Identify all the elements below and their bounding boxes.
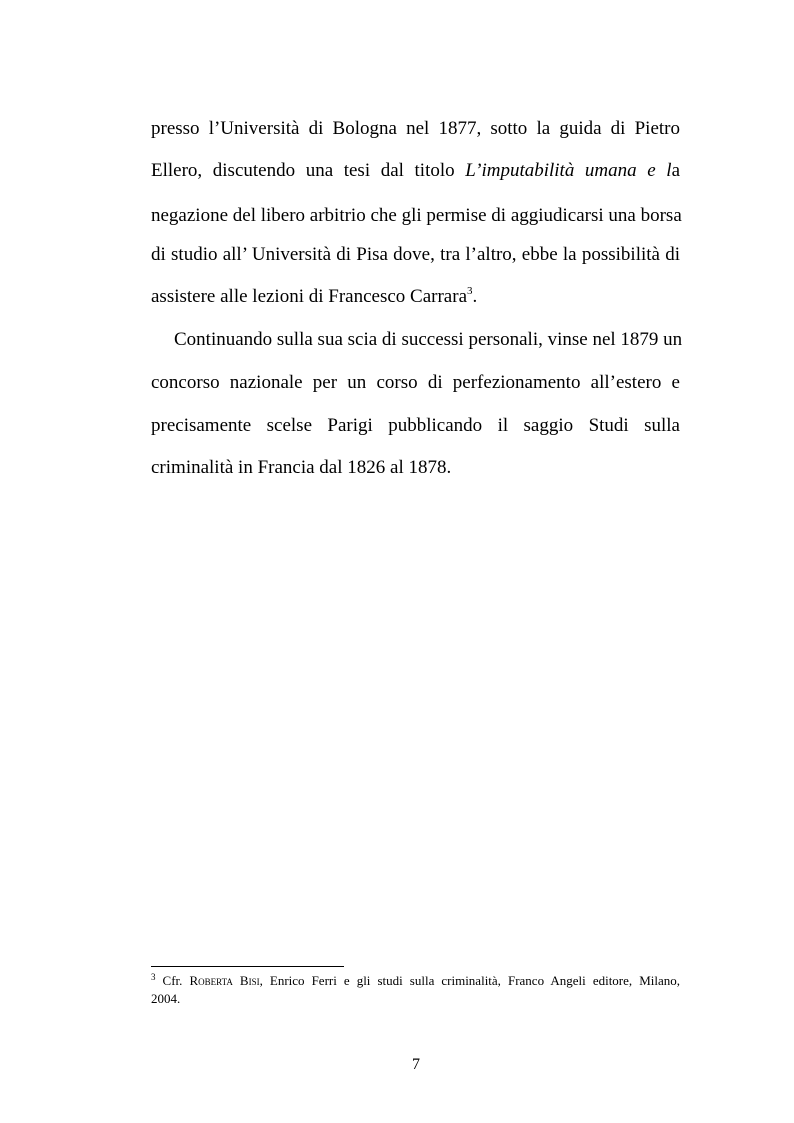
paragraph-2-line-2: concorso nazionale per un corso di perfezionamento all’estero e <box>151 372 680 393</box>
line-5-end: . <box>472 286 478 307</box>
paragraph-1-line-5 <box>151 285 680 309</box>
paragraph-2-line-1: Continuando sulla sua scia di successi personali, vinse nel 1879 un <box>174 329 683 350</box>
page-number: 7 <box>412 1056 420 1073</box>
book-title-italic: L’imputabilità umana e l <box>465 160 672 181</box>
paragraph-1-line-4: di studio all’ Università di Pisa dove, tra l’altro, ebbe la possibilità di <box>151 244 680 265</box>
footnote-line-1 <box>151 972 680 989</box>
paragraph-2-line-3: precisamente scelse Parigi pubblicando il saggio Studi sulla <box>151 415 680 436</box>
paragraph-1-line-3: negazione del libero arbitrio che gli permise di aggiudicarsi una borsa <box>151 205 682 226</box>
footnote-citation: Enrico Ferri e gli studi sulla criminalità, Franco Angeli editore, Milano, <box>269 973 681 988</box>
footnote-line-2: 2004. <box>151 991 181 1006</box>
footnote-prefix: Cfr. <box>162 973 183 988</box>
line-2-plain-text: Ellero, discutendo una tesi dal titolo <box>151 160 455 181</box>
paragraph-2-line-4: criminalità in Francia dal 1826 al 1878. <box>151 457 452 478</box>
line-2-end-letter: a <box>671 160 681 181</box>
paragraph-1-line-1: presso l’Università di Bologna nel 1877, sotto la guida di Pietro <box>151 118 680 139</box>
line-5-text: assistere alle lezioni di Francesco Carrara <box>151 286 467 307</box>
footnote-separator <box>151 966 344 967</box>
footnote-number: 3 <box>151 972 156 982</box>
footnote-reference: 3 <box>467 285 473 297</box>
paragraph-1-line-2 <box>151 159 680 183</box>
footnote-author: Roberta Bisi, <box>189 973 263 988</box>
